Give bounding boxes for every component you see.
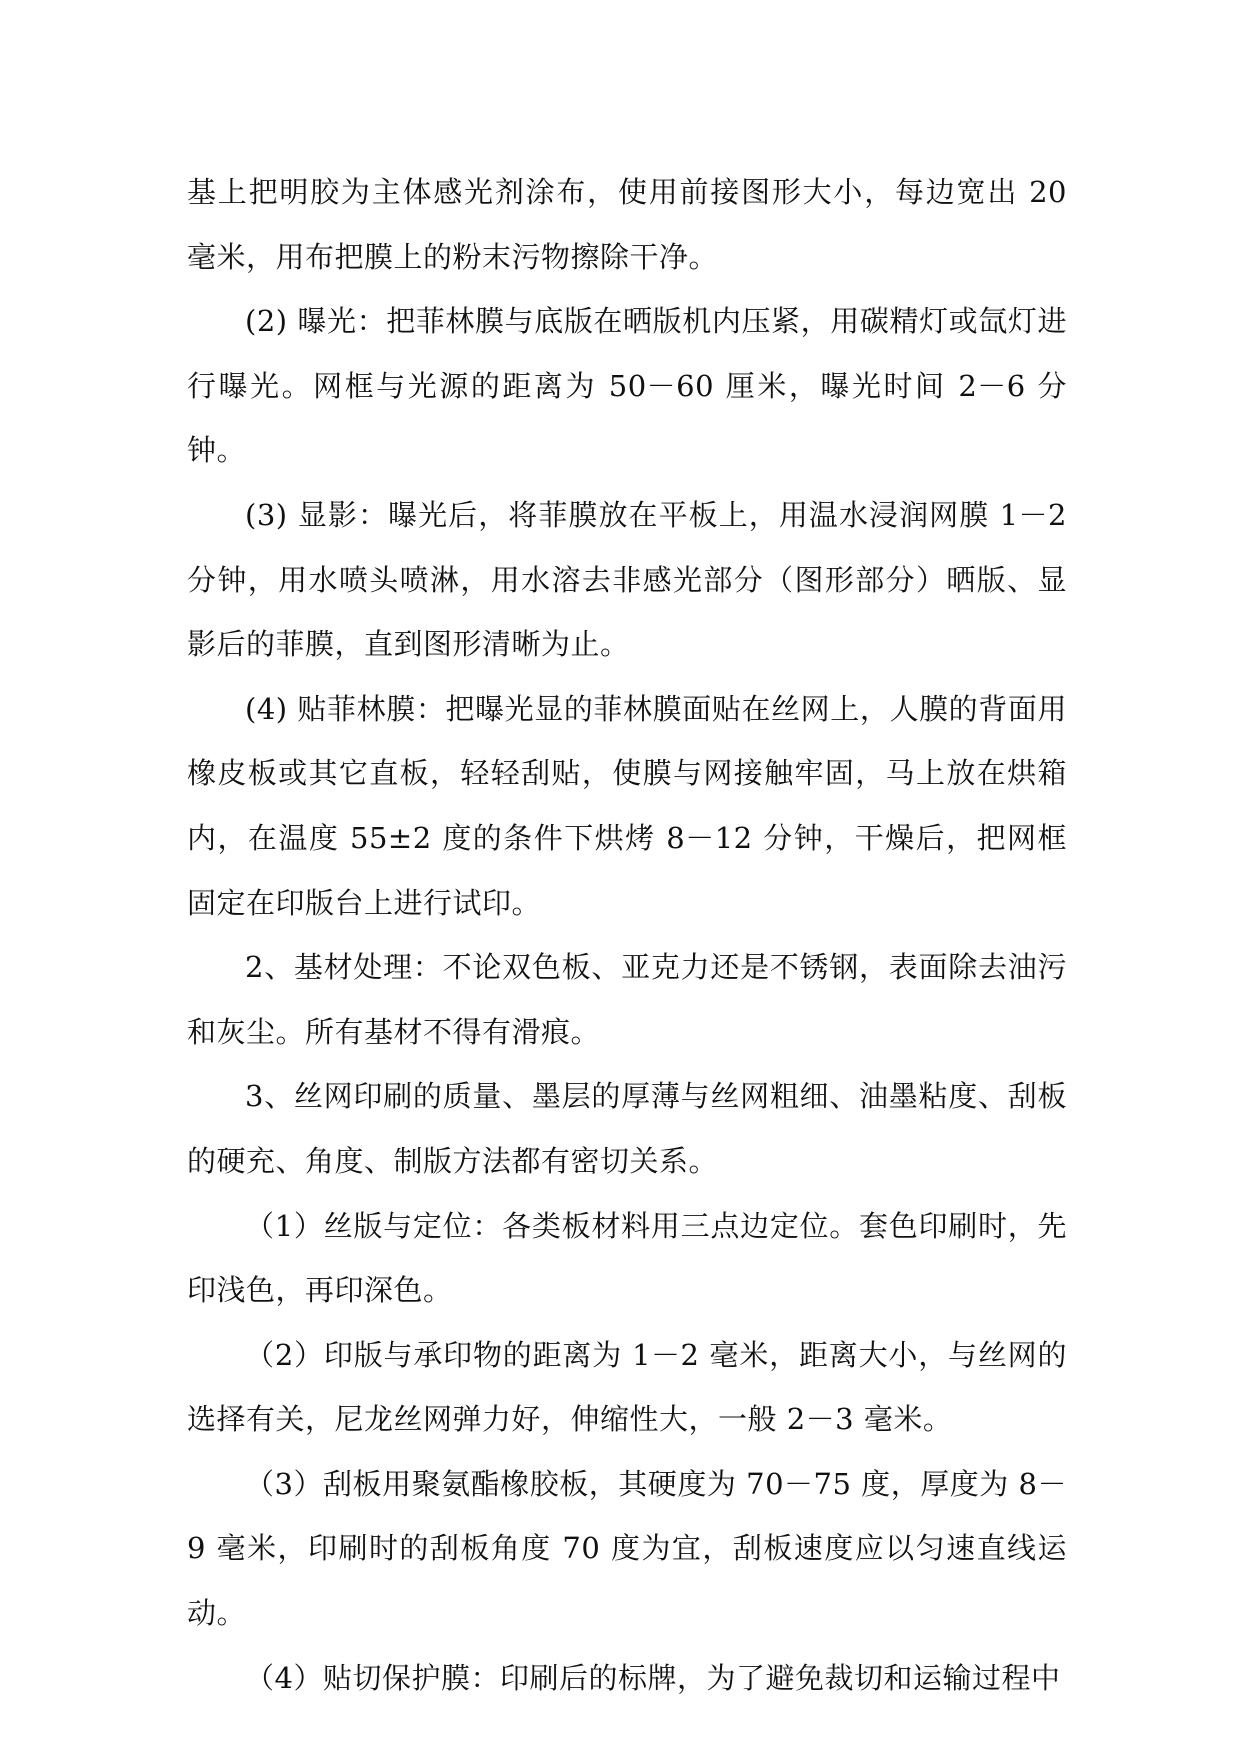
paragraph: （1）丝版与定位：各类板材料用三点边定位。套色印刷时，先印浅色，再印深色。 — [187, 1208, 1067, 1308]
paragraph: （4）贴切保护膜：印刷后的标牌，为了避免裁切和运输过程中 — [245, 1660, 1061, 1695]
paragraph: 3、丝网印刷的质量、墨层的厚薄与丝网粗细、油墨粘度、刮板的硬充、角度、制版方法都有密切关系。 — [187, 1079, 1067, 1178]
paragraph: (3) 显影：曝光后，将菲膜放在平板上，用温水浸润网膜 1－2 分钟，用水喷头喷淋，用水溶去非感光部分（图形部分）晒版、显影后的菲膜，直到图形清晰为止。 — [187, 497, 1067, 662]
paragraph: 2、基材处理：不论双色板、亚克力还是不锈钢，表面除去油污和灰尘。所有基材不得有滑痕。 — [187, 950, 1067, 1049]
paragraph: (2) 曝光：把菲林膜与底版在晒版机内压紧，用碳精灯或氙灯进行曝光。网框与光源的距离为 50－60 厘米，曝光时间 2－6 分钟。 — [187, 304, 1067, 468]
paragraph: （2）印版与承印物的距离为 1－2 毫米，距离大小，与丝网的选择有关，尼龙丝网弹力好，伸缩性大，一般 2－3 毫米。 — [187, 1337, 1067, 1437]
paragraph: (4) 贴菲林膜：把曝光显的菲林膜面贴在丝网上，人膜的背面用橡皮板或其它直板，轻轻刮贴，使膜与网接触牢固，马上放在烘箱内，在温度 55±2 度的条件下烘烤 8－12 分钟，干燥后，把网框固定在印版台上进行试印。 — [187, 691, 1067, 920]
document-body — [187, 160, 1067, 1710]
paragraph: 基上把明胶为主体感光剂涂布，使用前接图形大小，每边宽出 20 毫米，用布把膜上的粉末污物擦除干净。 — [187, 175, 1067, 274]
paragraph: （3）刮板用聚氨酯橡胶板，其硬度为 70－75 度，厚度为 8－9 毫米，印刷时的刮板角度 70 度为宜，刮板速度应以匀速直线运动。 — [187, 1466, 1067, 1631]
